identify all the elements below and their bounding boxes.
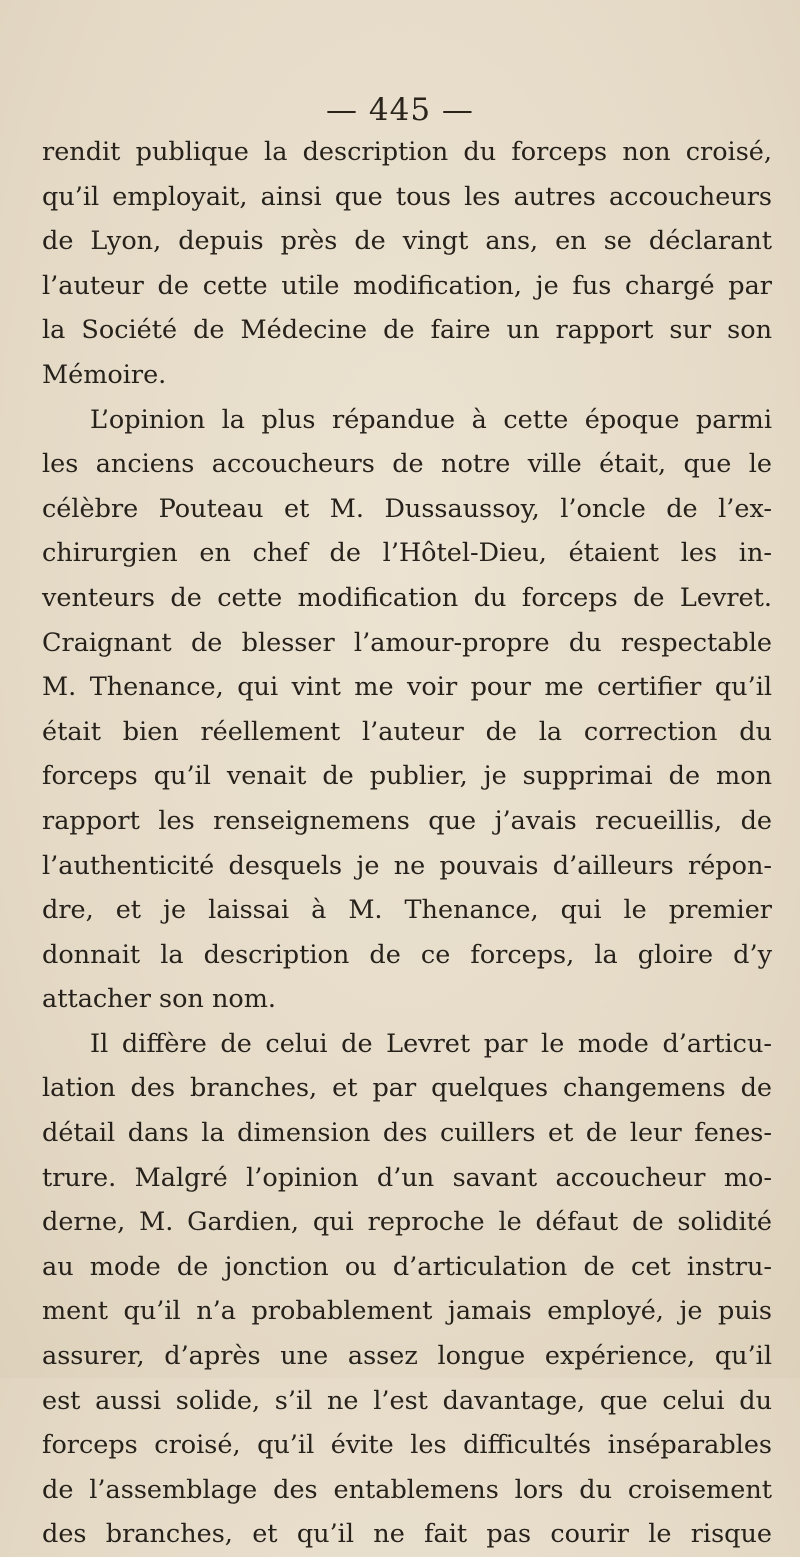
- text-line: forceps croisé, qu’il évite les difficultés inséparables: [42, 1430, 772, 1461]
- text-line: venteurs de cette modification du forceps de Levret.: [42, 582, 772, 613]
- text-line: forceps qu’il venait de publier, je supprimai de mon: [42, 761, 772, 792]
- text-line: chirurgien en chef de l’Hôtel-Dieu, étaient les in-: [42, 538, 772, 569]
- text-line: assurer, d’après une assez longue expérience, qu’il: [42, 1341, 772, 1372]
- text-line: l’auteur de cette utile modification, je fus chargé par: [42, 270, 772, 301]
- text-line: était bien réellement l’auteur de la correction du: [42, 716, 772, 747]
- text-line: trure. Malgré l’opinion d’un savant accoucheur mo-: [42, 1162, 772, 1193]
- text-line: M. Thenance, qui vint me voir pour me certifier qu’il: [42, 672, 772, 703]
- text-line: rendit publique la description du forceps non croisé,: [42, 137, 772, 167]
- text-line: dre, et je laissai à M. Thenance, qui le premier: [42, 895, 772, 926]
- text-line: L’opinion la plus répandue à cette époque parmi: [90, 404, 772, 435]
- text-line: lation des branches, et par quelques changemens de: [42, 1073, 772, 1104]
- body-text: [42, 130, 772, 1557]
- text-line: de Lyon, depuis près de vingt ans, en se déclarant: [42, 226, 772, 257]
- text-line: Il diffère de celui de Levret par le mode d’articu-: [90, 1028, 772, 1059]
- text-line: Craignant de blesser l’amour-propre du respectable: [42, 627, 772, 658]
- text-line: la Société de Médecine de faire un rapport sur son: [42, 315, 772, 346]
- text-line: est aussi solide, s’il ne l’est davantage, que celui du: [42, 1385, 772, 1416]
- text-line: des branches, et qu’il ne fait pas courir le risque: [42, 1519, 772, 1550]
- text-line: donnait la description de ce forceps, la gloire d’y: [42, 939, 772, 970]
- text-line: derne, M. Gardien, qui reproche le défaut de solidité: [42, 1207, 772, 1238]
- text-line: détail dans la dimension des cuillers et de leur fenes-: [42, 1118, 772, 1149]
- text-line: les anciens accoucheurs de notre ville était, que le: [42, 449, 772, 480]
- text-line: attacher son nom.: [42, 984, 277, 1015]
- text-line: Mémoire.: [42, 359, 167, 390]
- text-line: rapport les renseignemens que j’avais recueillis, de: [42, 805, 772, 836]
- text-line: célèbre Pouteau et M. Dussaussoy, l’oncle de l’ex-: [42, 493, 772, 524]
- text-line: qu’il employait, ainsi que tous les autres accoucheurs: [42, 181, 772, 212]
- text-line: ment qu’il n’a probablement jamais employé, je puis: [42, 1296, 772, 1327]
- text-line: au mode de jonction ou d’articulation de cet instru-: [42, 1251, 772, 1282]
- text-line: de l’assemblage des entablemens lors du croisement: [42, 1474, 772, 1505]
- page-number: — 445 —: [326, 92, 474, 128]
- text-line: l’authenticité desquels je ne pouvais d’ailleurs répon-: [42, 850, 772, 881]
